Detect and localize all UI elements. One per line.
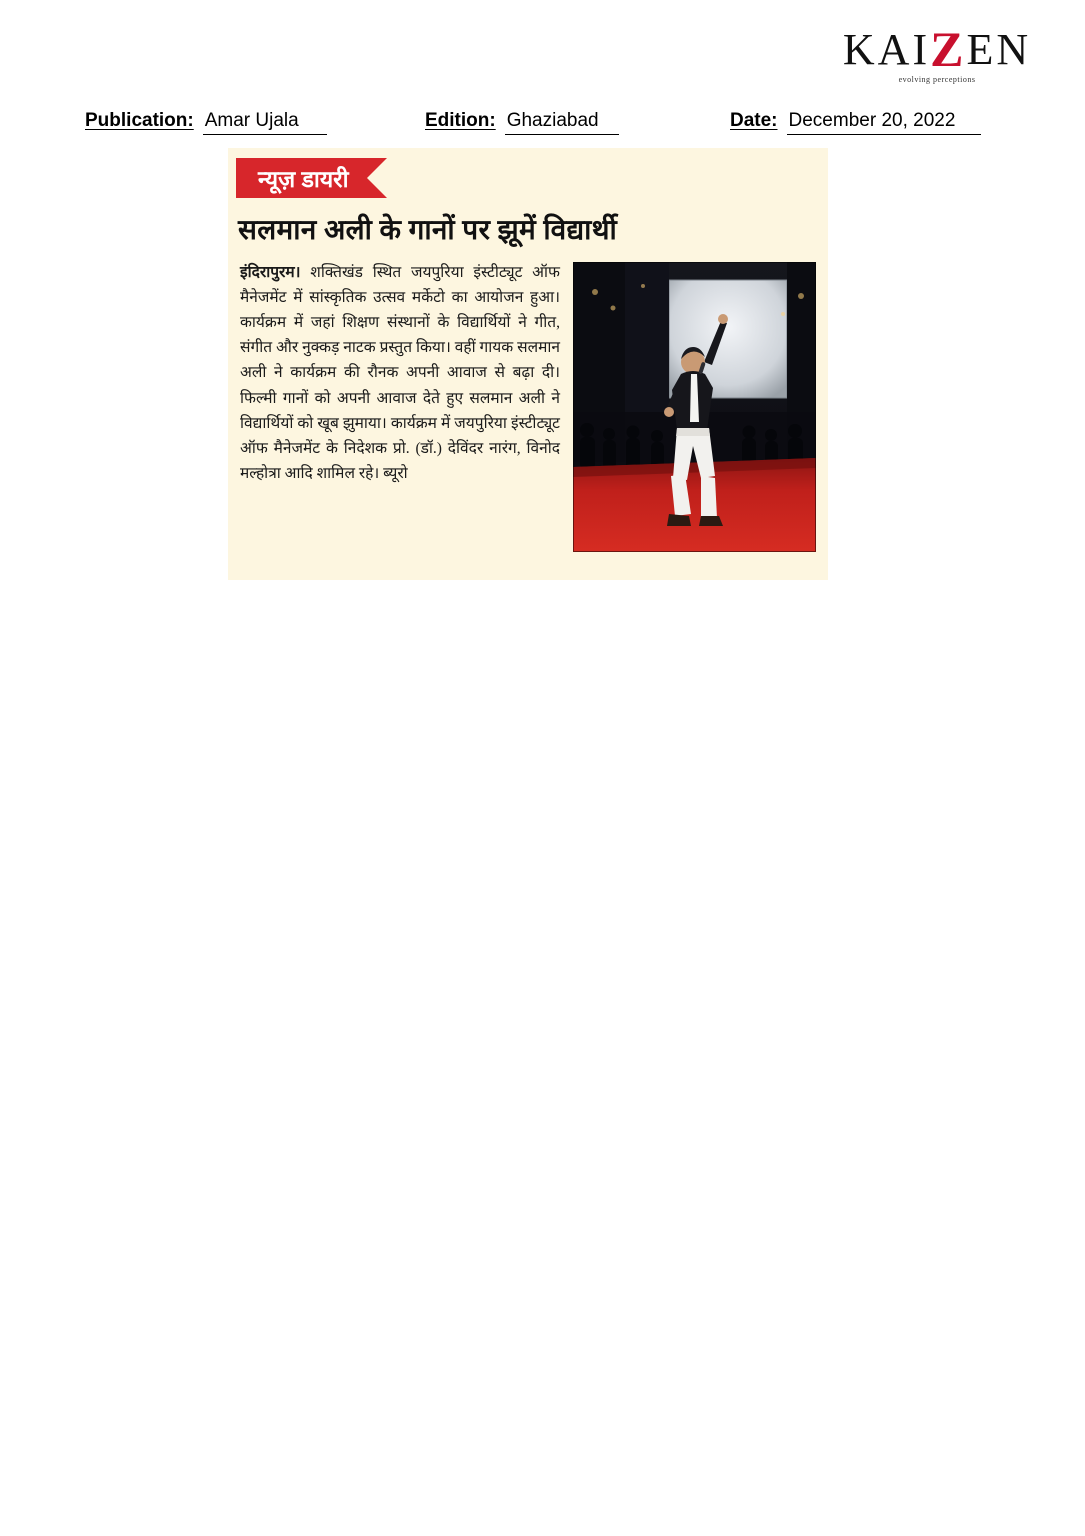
document-header-meta	[85, 110, 985, 140]
logo-wordmark	[837, 21, 1037, 77]
publication-field	[85, 110, 327, 135]
section-ribbon	[236, 158, 367, 198]
article-dateline: इंदिरापुरम।	[240, 264, 301, 281]
edition-field	[425, 110, 619, 135]
stage-performance-photo-graphic	[573, 262, 816, 552]
article-body-text: शक्तिखंड स्थित जयपुरिया इंस्टीट्यूट ऑफ मैनेजमेंट में सांस्कृतिक उत्सव मर्केटो का आयोजन हुआ। कार्यक्रम में जहां शिक्षण संस्थानों के विद्यार्थियों ने गीत, संगीत और नुक्कड़ नाटक प्रस्तुत किया। वहीं गायक सलमान अली ने कार्यक्रम की रौनक अपनी आवाज से बढ़ा दी। फिल्मी गानों को अपनी आवाज देते हुए सलमान अली ने विद्यार्थियों को खूब झुमाया। कार्यक्रम में जयपुरिया इंस्टीट्यूट ऑफ मैनेजमेंट के निदेशक प्रो. (डॉ.) देविंदर नारंग, विनोद मल्होत्रा आदि शामिल रहे। ब्यूरो	[240, 264, 560, 482]
article-photo	[573, 262, 816, 552]
logo-text-part2: EN	[966, 25, 1032, 74]
logo-accent-letter: Z	[930, 21, 967, 77]
article-headline: सलमान अली के गानों पर झूमें विद्यार्थी	[238, 215, 618, 246]
logo-text-part1: KAI	[842, 25, 931, 74]
publication-label: Publication:	[85, 110, 194, 131]
publication-value: Amar Ujala	[203, 110, 327, 135]
kaizen-logo	[837, 22, 1037, 84]
date-value: December 20, 2022	[787, 110, 981, 135]
date-label: Date:	[730, 110, 778, 131]
section-ribbon-label: न्यूज़ डायरी	[258, 166, 349, 192]
edition-label: Edition:	[425, 110, 496, 131]
date-field	[730, 110, 981, 135]
logo-tagline: evolving perceptions	[898, 75, 976, 84]
newspaper-clipping	[228, 148, 828, 580]
article-body	[240, 260, 560, 486]
edition-value: Ghaziabad	[505, 110, 619, 135]
